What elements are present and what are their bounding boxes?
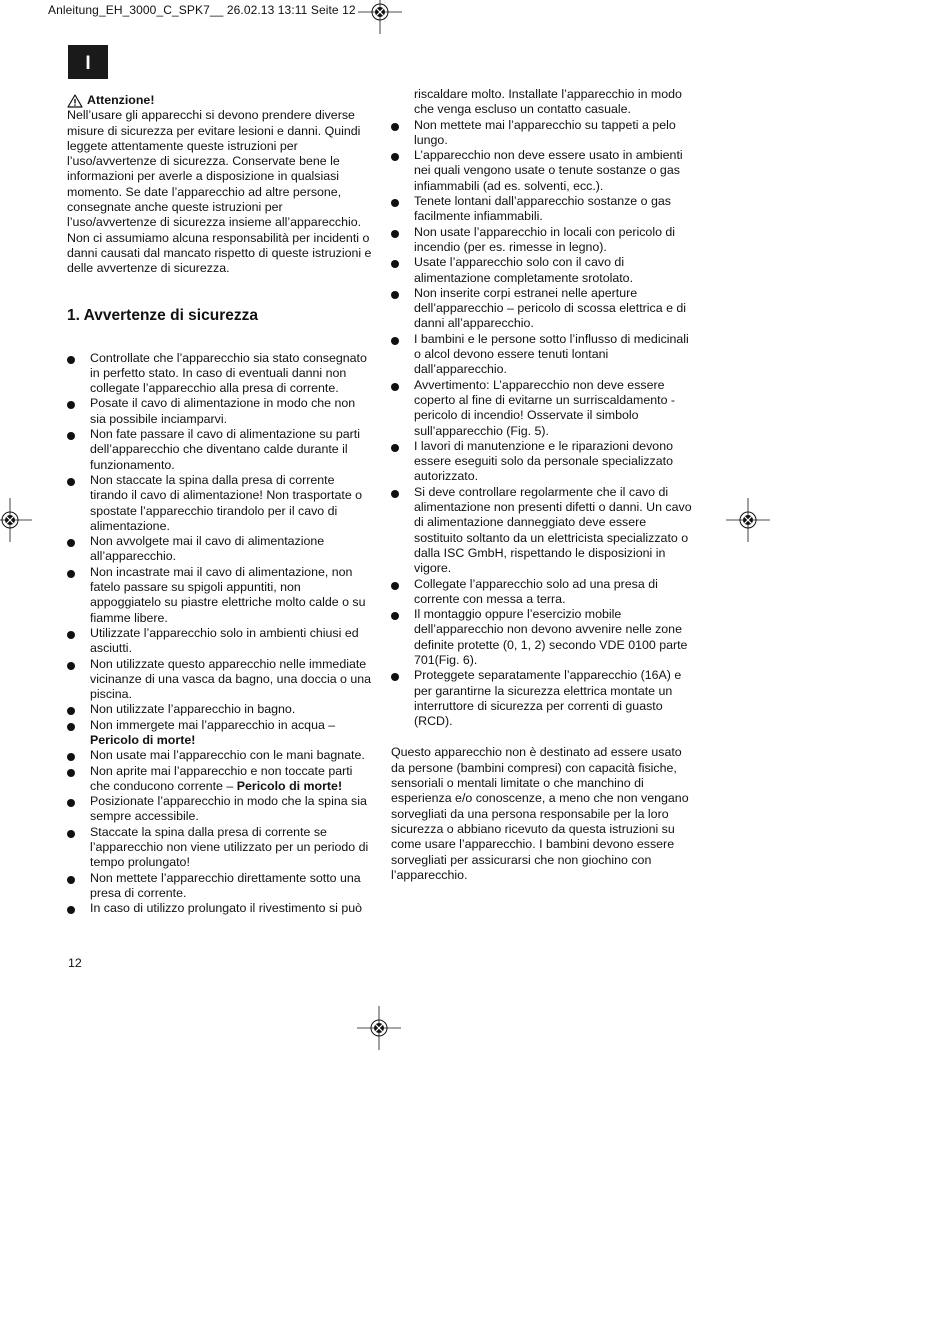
- left-safety-list: [67, 351, 372, 917]
- safety-list-item: [67, 794, 372, 825]
- safety-item-text: Utilizzate l’apparecchio solo in ambienti chiusi ed asciutti.: [90, 625, 359, 656]
- bullet-icon: [391, 582, 399, 590]
- safety-list-item: [391, 118, 696, 149]
- safety-list-item: [67, 901, 372, 916]
- bullet-icon: [391, 153, 399, 161]
- safety-list-item: [391, 286, 696, 332]
- safety-list-item: [67, 534, 372, 565]
- safety-item-text: riscaldare molto. Installate l’apparecchio in modo che venga escluso un contatto casuale.: [414, 87, 682, 117]
- bullet-icon: [391, 291, 399, 299]
- safety-item-text: Non mettete l’apparecchio direttamente sotto una presa di corrente.: [90, 870, 361, 900]
- bullet-icon: [67, 478, 75, 486]
- safety-item-text: Tenete lontani dall’apparecchio sostanze o gas facilmente infiammabili.: [414, 194, 671, 224]
- safety-list-item: [391, 87, 696, 118]
- safety-item-text: Staccate la spina dalla presa di corrente se l’apparecchio non viene utilizzato per un periodo di tempo prolungato!: [90, 824, 369, 870]
- bullet-icon: [67, 906, 75, 914]
- safety-list-item: [67, 427, 372, 473]
- safety-list-item: [67, 825, 372, 871]
- language-label: I: [68, 45, 108, 79]
- danger-emphasis: Pericolo di morte!: [236, 778, 343, 793]
- bullet-icon: [391, 383, 399, 391]
- safety-item-text: Non usate mai l’apparecchio con le mani bagnate.: [90, 748, 365, 763]
- safety-list-item: [67, 702, 372, 717]
- safety-list-item: [391, 255, 696, 286]
- safety-item-text: Non utilizzate questo apparecchio nelle immediate vicinanze di una vasca da bagno, una doccia o una piscina.: [90, 656, 372, 702]
- safety-item-text: Non avvolgete mai il cavo di alimentazione all’apparecchio.: [90, 534, 325, 564]
- registration-mark-icon: [0, 498, 32, 542]
- bullet-icon: [67, 799, 75, 807]
- registration-mark-icon: [357, 1006, 401, 1050]
- safety-item-text: Non incastrate mai il cavo di alimentazione, non fatelo passare su spigoli appuntiti, non appoggiatelo su piastre elettriche molto calde o su fiamme libere.: [90, 564, 366, 625]
- safety-item-text: I lavori di manutenzione e le riparazioni devono essere eseguiti solo da personale specializzato autorizzato.: [414, 438, 673, 484]
- left-column: [67, 93, 372, 917]
- bullet-icon: [391, 444, 399, 452]
- safety-list-item: [391, 439, 696, 485]
- safety-list-item: [67, 657, 372, 703]
- bullet-icon: [391, 123, 399, 131]
- safety-item-text: Non fate passare il cavo di alimentazione su parti dell’apparecchio che diventano calde durante il funzionamento.: [90, 427, 360, 472]
- closing-paragraph: Questo apparecchio non è destinato ad essere usato da persone (bambini compresi) con capacità fisiche, sensoriali o mentali limitate o che manchino di esperienza e/o conoscenze, a meno che non vengano sorvegliati da una persona responsabile per la loro sicurezza o abbiano ricevuto da questa istruzioni su come usare l’apparecchio. I bambini devono essere sorvegliati per assicurarsi che non giochino con l’apparecchio.: [391, 745, 689, 882]
- warning-title: Attenzione!: [87, 93, 155, 107]
- bullet-icon: [67, 876, 75, 884]
- safety-item-text: In caso di utilizzo prolungato il rivestimento si può: [90, 901, 363, 916]
- bullet-icon: [391, 490, 399, 498]
- safety-item-text: L’apparecchio non deve essere usato in ambienti nei quali vengono usate o tenute sostanze o gas infiammabili (ad es. solventi, ecc.).: [414, 148, 683, 193]
- bullet-icon: [67, 662, 75, 670]
- safety-item-text: Posate il cavo di alimentazione in modo che non sia possibile inciamparvi.: [90, 396, 356, 426]
- safety-list-item: [67, 473, 372, 534]
- bullet-icon: [67, 631, 75, 639]
- safety-item-text: Posizionate l’apparecchio in modo che la spina sia sempre accessibile.: [90, 794, 367, 824]
- bullet-icon: [391, 230, 399, 238]
- bullet-icon: [67, 432, 75, 440]
- bullet-icon: [391, 260, 399, 268]
- safety-list-item: [391, 225, 696, 256]
- safety-item-text: Il montaggio oppure l’esercizio mobile dell’apparecchio non devono avvenire nelle zone definite protette (0, 1, 2) secondo VDE 0100 parte 701(Fig. 6).: [414, 607, 688, 667]
- safety-list-item: [67, 871, 372, 902]
- bullet-icon: [67, 769, 75, 777]
- safety-list-item: [391, 668, 696, 729]
- safety-item-text: Usate l’apparecchio solo con il cavo di alimentazione completamente srotolato.: [414, 255, 634, 285]
- safety-list-item: [391, 577, 696, 608]
- safety-list-item: [391, 607, 696, 668]
- warning-title-row: [67, 93, 372, 108]
- bullet-icon: [67, 570, 75, 578]
- safety-list-item: [67, 748, 372, 763]
- safety-item-text: Non mettete mai l’apparecchio su tappeti a pelo lungo.: [414, 117, 676, 147]
- safety-item-text: I bambini e le persone sotto l’influsso di medicinali o alcol devono essere tenuti lontani dall’apparecchio.: [414, 331, 689, 377]
- warning-triangle-icon: [67, 94, 83, 108]
- bullet-icon: [67, 707, 75, 715]
- safety-list-item: [391, 332, 696, 378]
- safety-item-text: Non inserite corpi estranei nelle aperture dell’apparecchio – pericolo di scossa elettrica e di danni all’apparecchio.: [414, 285, 687, 331]
- bullet-icon: [67, 401, 75, 409]
- safety-item-text: Si deve controllare regolarmente che il cavo di alimentazione non presenti difetti o danni. Un cavo di alimentazione danneggiato deve essere sostituito soltanto da un elettricista specializzato o dalla ISC GmbH, rispettando le disposizioni in vigore.: [414, 484, 692, 576]
- danger-emphasis: Pericolo di morte!: [90, 732, 196, 747]
- bullet-icon: [67, 539, 75, 547]
- bullet-icon: [391, 673, 399, 681]
- bullet-icon: [67, 723, 75, 731]
- right-safety-list: [391, 87, 696, 729]
- safety-item-text: Collegate l’apparecchio solo ad una presa di corrente con messa a terra.: [414, 576, 658, 606]
- safety-list-item: [67, 351, 372, 397]
- bullet-icon: [67, 830, 75, 838]
- safety-list-item: [67, 396, 372, 427]
- bullet-icon: [391, 337, 399, 345]
- safety-list-item: [391, 148, 696, 194]
- safety-list-item: [67, 764, 372, 795]
- warning-block: [67, 93, 372, 277]
- bullet-icon: [391, 612, 399, 620]
- safety-list-item: [391, 378, 696, 439]
- bullet-icon: [67, 753, 75, 761]
- safety-item-text: Non utilizzate l’apparecchio in bagno.: [90, 702, 296, 717]
- safety-item-text: Non staccate la spina dalla presa di corrente tirando il cavo di alimentazione! Non trasportate o spostate l’apparecchio tirandolo per il cavo di alimentazione.: [90, 472, 363, 533]
- right-column: [391, 87, 696, 883]
- print-header: Anleitung_EH_3000_C_SPK7__ 26.02.13 13:11 Seite 12: [48, 3, 356, 17]
- bullet-icon: [67, 356, 75, 364]
- section-title: 1. Avvertenze di sicurezza: [67, 306, 258, 324]
- safety-item-text: Non aprite mai l’apparecchio e non toccate parti che conducono corrente –: [90, 763, 353, 793]
- page-number: 12: [68, 956, 82, 970]
- safety-item-text: Proteggete separatamente l’apparecchio (16A) e per garantirne la sicurezza elettrica montate un interruttore di sicurezza per correnti di guasto (RCD).: [414, 668, 682, 729]
- safety-item-text: Non immergete mai l’apparecchio in acqua –: [90, 717, 336, 732]
- safety-list-item: [391, 194, 696, 225]
- registration-mark-icon: [358, 0, 402, 34]
- safety-list-item: [67, 626, 372, 657]
- safety-list-item: [67, 718, 372, 749]
- warning-text: Nell’usare gli apparecchi si devono prendere diverse misure di sicurezza per evitare lesioni e danni. Quindi leggete attentamente queste istruzioni per l’uso/avvertenze di sicurezza. Conservate bene le informazioni per averle a disposizione in qualsiasi momento. Se date l’apparecchio ad altre persone, consegnate anche queste istruzioni per l’uso/avvertenze di sicurezza insieme all’apparecchio. Non ci assumiamo alcuna responsabilità per incidenti o danni causati dal mancato rispetto di queste istruzioni e delle avvertenze di sicurezza.: [67, 108, 372, 276]
- safety-list-item: [391, 485, 696, 577]
- safety-list-item: [67, 565, 372, 626]
- safety-item-text: Non usate l’apparecchio in locali con pericolo di incendio (per es. rimesse in legno).: [414, 224, 676, 254]
- bullet-icon: [391, 199, 399, 207]
- safety-item-text: Controllate che l’apparecchio sia stato consegnato in perfetto stato. In caso di eventuali danni non collegate l’apparecchio alla presa di corrente.: [90, 350, 367, 396]
- safety-item-text: Avvertimento: L’apparecchio non deve essere coperto al fine di evitarne un surriscaldamento - pericolo di incendio! Osservate il simbolo sull’apparecchio (Fig. 5).: [414, 377, 676, 438]
- registration-mark-icon: [726, 498, 770, 542]
